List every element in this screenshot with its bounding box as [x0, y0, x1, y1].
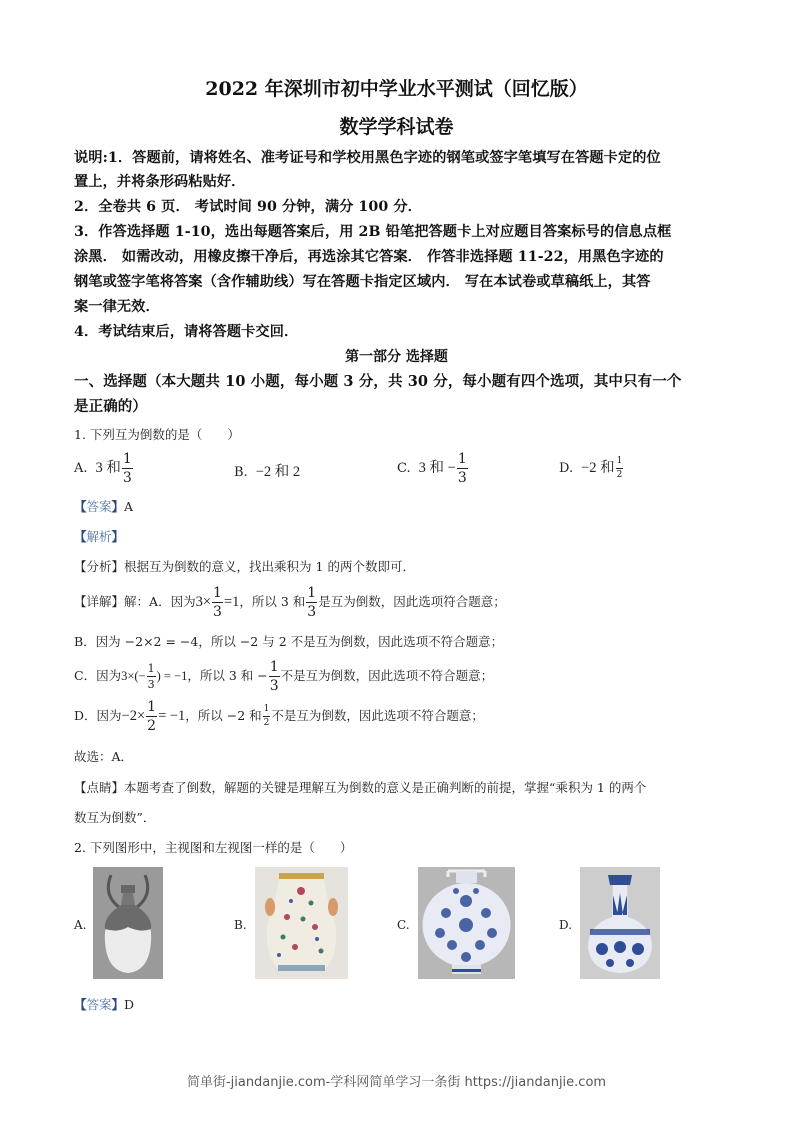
vase-image-b [255, 867, 348, 979]
q1-analysis-heading: 【解析】 [74, 529, 125, 544]
q1-xiangjie-a: 【详解】解：A．因为3× $\frac{1}{3}$ =1，所以 3 和 $\frac{1}{3}$ 是互为倒数，因此选项符合题意； [74, 585, 506, 620]
vase-image-c [418, 867, 515, 979]
fraction: $\frac{1}{3}$ [269, 659, 279, 694]
q1-xiangjie-d: D．因为−2× $\frac{1}{2}$ = −1，所以 −2 和 $\frac{1}{2}$ 不是互为倒数，因此选项不符合题意； [74, 699, 484, 734]
analysis-tag: 解析 [86, 529, 112, 544]
fraction: $\frac{1}{3}$ [457, 451, 467, 486]
option-label: B. [234, 465, 248, 480]
fraction: $\frac{1}{3}$ [307, 585, 317, 620]
instruction-line: 说明:1．答题前，请将姓名、准考证号和学校用黑色字迹的钢笔或签字笔填写在答题卡定的位 [74, 150, 661, 166]
q1-dianjing-cont: 数互为倒数”． [74, 810, 156, 825]
fraction: $\frac{1}{2}$ [616, 456, 623, 480]
option-label: B. [234, 918, 247, 932]
option-label: C. [397, 918, 410, 932]
vase-image-d [580, 867, 660, 979]
document-subtitle: 数学学科试卷 [339, 116, 454, 138]
footer-watermark: 简单街-jiandanjie.com-学科网简单学习一条街 https://jiandanjie.com [186, 1075, 607, 1090]
fraction: $\frac{1}{3}$ [122, 451, 132, 486]
option-label: C. [397, 461, 411, 476]
document-title: 2022 年深圳市初中学业水平测试（回忆版） [205, 78, 588, 100]
q1-fenxi: 【分析】根据互为倒数的意义，找出乘积为 1 的两个数即可． [74, 559, 415, 574]
option-label: D. [559, 918, 573, 932]
instruction-line: 案一律无效． [74, 299, 160, 315]
fraction: $\frac{1}{3}$ [147, 662, 155, 691]
instruction-line: 涂黑． 如需改动，用橡皮擦干净后，再选涂其它答案． 作答非选择题 11-22，用黑色字迹的 [74, 249, 664, 265]
instruction-line: 4．考试结束后，请将答题卡交回． [74, 324, 299, 340]
answer-tag: 答案 [86, 997, 112, 1012]
q1-xiangjie-c: C．因为3×(− $\frac{1}{3}$ ) = −1，所以 3 和 − $\frac{1}{3}$ 不是互为倒数，因此选项不符合题意； [74, 659, 494, 694]
option-label: A. [74, 461, 88, 476]
part-heading: 第一部分 选择题 [345, 349, 448, 365]
instruction-line: 2．全卷共 6 页． 考试时间 90 分钟，满分 100 分． [74, 199, 422, 215]
q1-option-a: A. 3 和 $\frac{1}{3}$ [74, 451, 132, 486]
section-heading: 一、选择题（本大题共 10 小题，每小题 3 分，共 30 分，每小题有四个选项，其中只有一个 [74, 373, 682, 390]
q1-conclusion: 故选：A． [74, 749, 134, 764]
vase-image-a [93, 867, 163, 979]
instruction-line: 置上，并将条形码粘贴好． [74, 174, 246, 190]
instruction-line: 钢笔或签字笔将答案（含作辅助线）写在答题卡指定区域内． 写在本试卷或草稿纸上，其答 [74, 274, 651, 290]
answer-value: A [124, 499, 134, 514]
q1-answer: 【答案】A [74, 499, 134, 514]
fraction: $\frac{1}{2}$ [147, 699, 157, 734]
fraction: $\frac{1}{3}$ [213, 585, 222, 620]
fraction: $\frac{1}{2}$ [263, 704, 270, 728]
option-label: A. [74, 918, 87, 932]
section-heading: 是正确的） [74, 398, 147, 415]
q1-option-b: B. −2 和 2 [234, 464, 301, 480]
question-1-stem: 1. 下列互为倒数的是（ ） [74, 427, 240, 442]
q1-option-d: D. −2 和 $\frac{1}{2}$ [559, 456, 623, 480]
option-label: D. [559, 461, 574, 476]
question-2-stem: 2. 下列图形中，主视图和左视图一样的是（ ） [74, 840, 353, 855]
answer-tag: 答案 [86, 499, 112, 514]
q1-dianjing: 【点睛】本题考查了倒数，解题的关键是理解互为倒数的意义是正确判断的前提，掌握“乘积为 1 的两个 [74, 780, 647, 795]
q2-answer: 【答案】D [74, 997, 135, 1012]
instruction-line: 3．作答选择题 1-10，选出每题答案后，用 2B 铅笔把答题卡上对应题目答案标号的信息点框 [74, 224, 672, 240]
q1-xiangjie-b: B．因为 −2×2 = −4，所以 −2 与 2 不是互为倒数，因此选项不符合题意； [74, 634, 504, 649]
answer-value: D [124, 997, 135, 1012]
q1-option-c: C. 3 和 − $\frac{1}{3}$ [397, 451, 467, 486]
